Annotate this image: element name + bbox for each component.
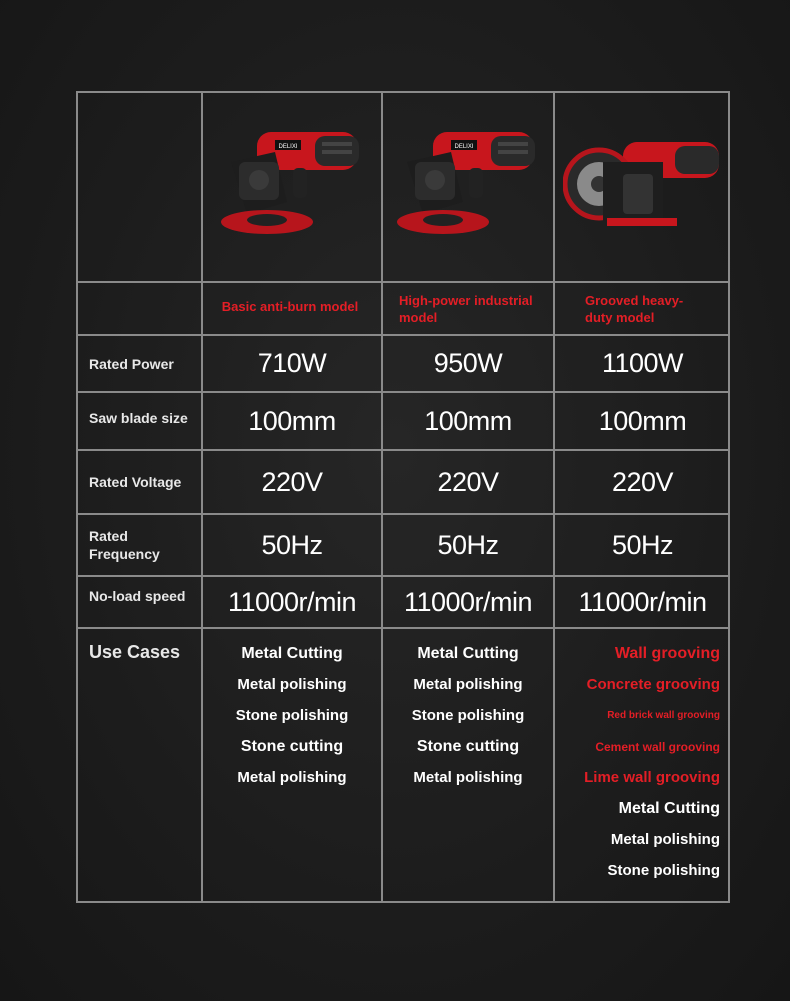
use-case-item: Metal polishing (413, 769, 523, 786)
use-case-item: Wall grooving (614, 645, 720, 662)
use-case-item: Metal polishing (413, 676, 523, 693)
label-saw-blade-size: Saw blade size (78, 393, 203, 451)
use-cases-2 (383, 629, 555, 901)
model-name-3: Grooved heavy-duty model (555, 283, 730, 336)
label-rated-frequency: Rated Frequency (78, 515, 203, 577)
spec-table (76, 91, 730, 903)
corner-empty (78, 93, 203, 283)
wall-chaser-icon (563, 122, 723, 252)
svg-text:DELIXI: DELIXI (454, 144, 474, 150)
use-case-item: Metal Cutting (241, 645, 343, 662)
use-cases-3 (555, 629, 730, 901)
use-case-item: Metal polishing (237, 676, 347, 693)
power-value-2: 950W (383, 336, 555, 393)
use-case-item: Lime wall grooving (584, 769, 720, 786)
product-image-2 (383, 93, 555, 283)
power-value-3: 1100W (555, 336, 730, 393)
use-case-item: Stone polishing (411, 707, 525, 724)
use-case-item: Red brick wall grooving (607, 710, 720, 721)
label-no-load-speed: No-load speed (78, 577, 203, 629)
use-case-item: Stone polishing (607, 862, 720, 879)
label-rated-voltage: Rated Voltage (78, 451, 203, 515)
label-rated-power: Rated Power (78, 336, 203, 393)
product-image-3 (555, 93, 730, 283)
use-case-item: Stone polishing (235, 707, 349, 724)
voltage-value-3: 220V (555, 451, 730, 515)
speed-value-1: 11000r/min (203, 577, 383, 629)
use-case-item: Stone cutting (240, 738, 344, 755)
model-label-empty (78, 283, 203, 336)
voltage-value-1: 220V (203, 451, 383, 515)
model-name-2: High-power industrial model (383, 283, 555, 336)
frequency-value-1: 50Hz (203, 515, 383, 577)
product-image-1 (203, 93, 383, 283)
use-case-item: Cement wall grooving (595, 740, 720, 754)
angle-grinder-icon (217, 122, 367, 252)
voltage-value-2: 220V (383, 451, 555, 515)
angle-grinder-icon (393, 122, 543, 252)
model-name-1: Basic anti-burn model (203, 283, 383, 336)
use-cases-1 (203, 629, 383, 901)
speed-value-2: 11000r/min (383, 577, 555, 629)
use-case-item: Metal polishing (610, 831, 720, 848)
use-case-item: Metal polishing (237, 769, 347, 786)
label-use-cases: Use Cases (78, 629, 203, 901)
power-value-1: 710W (203, 336, 383, 393)
frequency-value-3: 50Hz (555, 515, 730, 577)
use-case-item: Metal Cutting (417, 645, 519, 662)
use-case-item: Stone cutting (416, 738, 520, 755)
use-case-item: Concrete grooving (586, 676, 720, 693)
blade-value-2: 100mm (383, 393, 555, 451)
blade-value-1: 100mm (203, 393, 383, 451)
frequency-value-2: 50Hz (383, 515, 555, 577)
blade-value-3: 100mm (555, 393, 730, 451)
use-case-item: Metal Cutting (618, 800, 720, 817)
speed-value-3: 11000r/min (555, 577, 730, 629)
svg-text:DELIXI: DELIXI (278, 144, 298, 150)
